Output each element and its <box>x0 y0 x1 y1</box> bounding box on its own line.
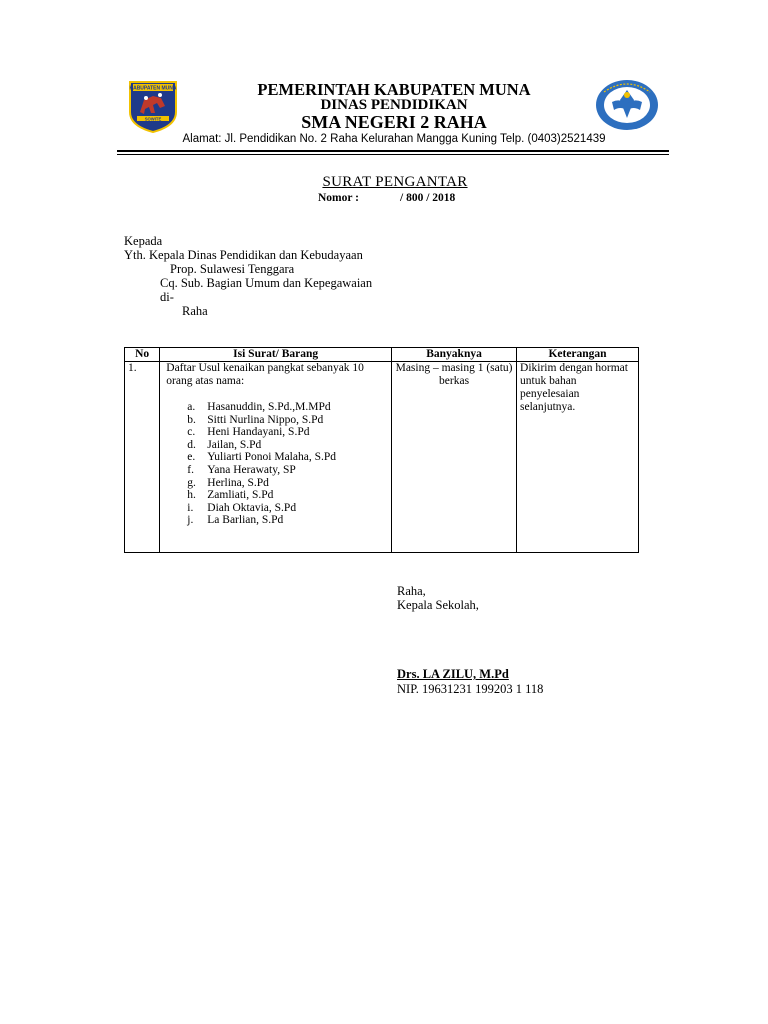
table-row <box>125 362 639 553</box>
header-remarks: Keterangan <box>517 348 639 362</box>
list-item: j. La Barlian, S.Pd <box>187 514 284 527</box>
letterhead-rule-thick <box>117 150 669 152</box>
list-item: a. Hasanuddin, S.Pd.,M.MPd <box>187 401 331 413</box>
letterhead-address: Alamat: Jl. Pendidikan No. 2 Raha Kelurahan Mangga Kuning Telp. (0403)2521439 <box>182 133 606 145</box>
row-contents <box>160 362 392 553</box>
addressee-salutation: Kepada <box>124 234 163 248</box>
list-item: d. Jailan, S.Pd <box>187 438 262 451</box>
addressee-attention: Cq. Sub. Bagian Umum dan Kepegawaian <box>160 276 373 290</box>
header-quantity: Banyaknya <box>392 348 517 362</box>
letterhead-school-name: SMA NEGERI 2 RAHA <box>301 112 487 132</box>
letterhead-department: DINAS PENDIDIKAN <box>320 97 468 113</box>
addressee-province: Prop. Sulawesi Tenggara <box>170 262 295 276</box>
addressee-recipient: Yth. Kepala Dinas Pendidikan dan Kebudayaan <box>124 248 363 262</box>
signature-nip: NIP. 19631231 199203 1 118 <box>397 682 544 696</box>
letter-title: SURAT PENGANTAR <box>322 174 468 190</box>
row-remarks: Dikirim dengan hormat untuk bahan penyelesaian selanjutnya. <box>517 362 639 553</box>
emblem-label: KABUPATEN MUNA <box>129 85 177 92</box>
letter-number-value: / 800 / 2018 <box>400 192 456 204</box>
row-quantity: Masing – masing 1 (satu) berkas <box>392 362 517 553</box>
signature-place: Raha, <box>397 584 426 598</box>
contents-intro: Daftar Usul kenaikan pangkat sebanyak 10 orang atas nama: <box>166 362 364 387</box>
list-item: f. Yana Herawaty, SP <box>187 463 296 476</box>
letter-contents-table <box>124 347 639 553</box>
addressee-location: Raha <box>182 304 208 318</box>
list-item: e. Yuliarti Ponoi Malaha, S.Pd <box>187 451 337 464</box>
table-header-row <box>125 348 639 362</box>
letterhead-rule-thin <box>117 154 669 155</box>
header-no: No <box>125 348 160 362</box>
list-item: c. Heni Handayani, S.Pd <box>187 426 310 439</box>
list-item: b. Sitti Nurlina Nippo, S.Pd <box>187 413 324 426</box>
letterhead-government: PEMERINTAH KABUPATEN MUNA <box>257 80 531 99</box>
signature-name: Drs. LA ZILU, M.Pd <box>397 667 509 681</box>
signature-position: Kepala Sekolah, <box>397 598 479 612</box>
header-contents: Isi Surat/ Barang <box>160 348 392 362</box>
letter-number-label: Nomor : <box>318 192 359 204</box>
list-item: h. Zamliati, S.Pd <box>187 489 274 502</box>
row-number: 1. <box>125 362 160 553</box>
addressee-location-prefix: di- <box>160 290 174 304</box>
list-item: g. Herlina, S.Pd <box>187 476 269 489</box>
emblem-motto: SOWITE <box>144 116 162 122</box>
list-item: i. Diah Oktavia, S.Pd <box>187 501 297 514</box>
